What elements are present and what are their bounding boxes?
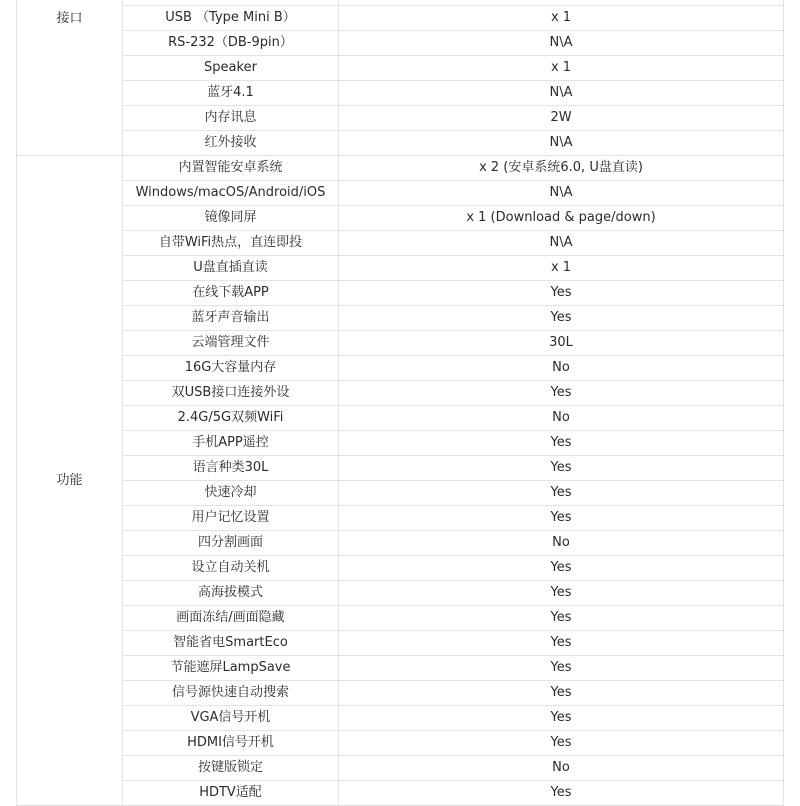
feature-cell: 镜像同屏 xyxy=(123,206,339,231)
value-cell: Yes xyxy=(339,281,784,306)
table-row xyxy=(17,181,784,206)
feature-cell: 设立自动关机 xyxy=(123,556,339,581)
feature-cell: 内存讯息 xyxy=(123,106,339,131)
table-row xyxy=(17,481,784,506)
feature-cell: 高海拔模式 xyxy=(123,581,339,606)
value-cell: Yes xyxy=(339,506,784,531)
value-cell: No xyxy=(339,756,784,781)
table-row xyxy=(17,781,784,806)
value-cell: Yes xyxy=(339,456,784,481)
feature-cell: 自带WiFi热点，直连即投 xyxy=(123,231,339,256)
table-row xyxy=(17,506,784,531)
table-row xyxy=(17,631,784,656)
feature-cell: 快速冷却 xyxy=(123,481,339,506)
feature-cell: 蓝牙声音输出 xyxy=(123,306,339,331)
feature-cell: USB （Type Mini B） xyxy=(123,6,339,31)
value-cell: 2W xyxy=(339,106,784,131)
feature-cell: 红外接收 xyxy=(123,131,339,156)
table-row xyxy=(17,606,784,631)
feature-cell: 节能遮屏LampSave xyxy=(123,656,339,681)
table-row xyxy=(17,56,784,81)
table-row xyxy=(17,681,784,706)
value-cell: x 1 (Download & page/down) xyxy=(339,206,784,231)
table-row xyxy=(17,406,784,431)
table-row xyxy=(17,581,784,606)
spec-table xyxy=(16,0,784,806)
feature-cell: U盘直插直读 xyxy=(123,256,339,281)
table-row xyxy=(17,281,784,306)
value-cell: Yes xyxy=(339,656,784,681)
feature-cell: 画面冻结/画面隐藏 xyxy=(123,606,339,631)
table-row xyxy=(17,656,784,681)
table-row xyxy=(17,231,784,256)
table-row xyxy=(17,256,784,281)
table-row xyxy=(17,556,784,581)
table-row xyxy=(17,381,784,406)
feature-cell: HDTV适配 xyxy=(123,781,339,806)
feature-cell: 双USB接口连接外设 xyxy=(123,381,339,406)
table-row xyxy=(17,31,784,56)
table-row xyxy=(17,331,784,356)
feature-cell: 蓝牙4.1 xyxy=(123,81,339,106)
table-row xyxy=(17,731,784,756)
table-row xyxy=(17,756,784,781)
table-row xyxy=(17,456,784,481)
value-cell: N\A xyxy=(339,81,784,106)
value-cell: x 1 xyxy=(339,256,784,281)
table-row xyxy=(17,131,784,156)
feature-cell: 16G大容量内存 xyxy=(123,356,339,381)
feature-cell: HDMI信号开机 xyxy=(123,731,339,756)
feature-cell: 在线下载APP xyxy=(123,281,339,306)
table-row xyxy=(17,706,784,731)
feature-cell: 云端管理文件 xyxy=(123,331,339,356)
value-cell: N\A xyxy=(339,231,784,256)
feature-cell: 按键版锁定 xyxy=(123,756,339,781)
value-cell: Yes xyxy=(339,781,784,806)
table-row xyxy=(17,6,784,31)
feature-cell: Windows/macOS/Android/iOS xyxy=(123,181,339,206)
table-row xyxy=(17,156,784,181)
value-cell: No xyxy=(339,531,784,556)
feature-cell: 语言种类30L xyxy=(123,456,339,481)
value-cell: Yes xyxy=(339,581,784,606)
feature-cell: 用户记忆设置 xyxy=(123,506,339,531)
table-row xyxy=(17,431,784,456)
value-cell: Yes xyxy=(339,606,784,631)
value-cell: Yes xyxy=(339,431,784,456)
table-row xyxy=(17,531,784,556)
table-row xyxy=(17,206,784,231)
value-cell: N\A xyxy=(339,131,784,156)
value-cell: N\A xyxy=(339,31,784,56)
value-cell: x 2 (安卓系统6.0, U盘直读) xyxy=(339,156,784,181)
feature-cell: 手机APP遥控 xyxy=(123,431,339,456)
value-cell: Yes xyxy=(339,481,784,506)
value-cell: Yes xyxy=(339,306,784,331)
value-cell: Yes xyxy=(339,706,784,731)
feature-cell: 信号源快速自动搜索 xyxy=(123,681,339,706)
feature-cell: RS-232（DB-9pin） xyxy=(123,31,339,56)
value-cell: Yes xyxy=(339,556,784,581)
value-cell: x 1 xyxy=(339,6,784,31)
category-cell: 功能 xyxy=(17,156,123,806)
table-row xyxy=(17,81,784,106)
value-cell: Yes xyxy=(339,731,784,756)
value-cell: Yes xyxy=(339,631,784,656)
table-row xyxy=(17,106,784,131)
feature-cell: VGA信号开机 xyxy=(123,706,339,731)
value-cell: No xyxy=(339,406,784,431)
value-cell: N\A xyxy=(339,181,784,206)
table-row xyxy=(17,356,784,381)
category-cell: 接口 xyxy=(17,0,123,156)
value-cell: Yes xyxy=(339,681,784,706)
value-cell: 30L xyxy=(339,331,784,356)
value-cell: x 1 xyxy=(339,56,784,81)
table-row xyxy=(17,306,784,331)
value-cell: No xyxy=(339,356,784,381)
spec-table-body xyxy=(17,0,784,806)
feature-cell: 四分割画面 xyxy=(123,531,339,556)
feature-cell: 2.4G/5G双频WiFi xyxy=(123,406,339,431)
feature-cell: 内置智能安卓系统 xyxy=(123,156,339,181)
value-cell: Yes xyxy=(339,381,784,406)
feature-cell: Speaker xyxy=(123,56,339,81)
feature-cell: 智能省电SmartEco xyxy=(123,631,339,656)
